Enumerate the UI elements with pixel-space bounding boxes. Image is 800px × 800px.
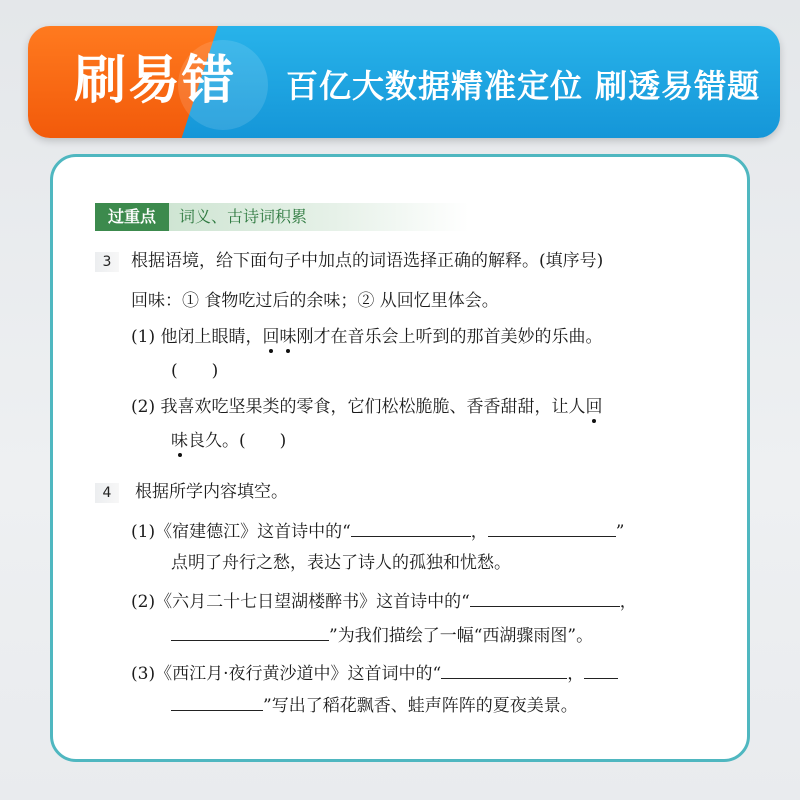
question-number: 3 <box>95 252 119 272</box>
fill-item <box>131 661 618 686</box>
dotted-word: 回 <box>585 397 603 417</box>
header-banner <box>28 26 780 138</box>
blank-field[interactable] <box>584 661 618 679</box>
blank-field[interactable] <box>351 519 471 537</box>
dotted-word: 回 <box>262 327 280 347</box>
blank-field[interactable] <box>171 623 329 641</box>
banner-slogan: 百亿大数据精准定位 刷透易错题 <box>286 67 761 105</box>
worksheet-card <box>50 154 750 762</box>
question-prompt: 根据所学内容填空。 <box>135 482 288 502</box>
item-text: (1)《宿建德江》这首诗中的“ <box>131 522 351 542</box>
comma: ， <box>619 592 637 612</box>
fill-item <box>131 589 637 614</box>
question-item <box>131 325 602 349</box>
section-tag: 过重点 <box>95 203 169 231</box>
blank-field[interactable] <box>441 661 567 679</box>
question-item <box>171 429 286 453</box>
brand-title: 刷易错 <box>74 51 237 111</box>
question-item <box>131 395 602 419</box>
fill-item-continuation <box>171 693 578 718</box>
fill-item-continuation: 点明了舟行之愁，表达了诗人的孤独和忧愁。 <box>171 553 511 573</box>
blank-field[interactable] <box>171 693 263 711</box>
item-text[interactable]: 良久。( ) <box>188 431 287 451</box>
item-text: (2)《六月二十七日望湖楼醉书》这首诗中的“ <box>131 592 470 612</box>
blank-field[interactable] <box>470 589 620 607</box>
item-text: 刚才在音乐会上听到的那首美妙的乐曲。 <box>296 327 603 347</box>
item-text: ”写出了稻花飘香、蛙声阵阵的夏夜美景。 <box>263 696 578 716</box>
item-text: ”为我们描绘了一幅“西湖骤雨图”。 <box>329 626 594 646</box>
definition-text: 回味：① 食物吃过后的余味；② 从回忆里体会。 <box>131 291 499 311</box>
dotted-word: 味 <box>171 431 188 451</box>
section-label: 词义、古诗词积累 <box>169 203 469 231</box>
dotted-word: 味 <box>279 327 297 347</box>
section-header <box>95 203 695 231</box>
quote-close: ” <box>615 522 625 542</box>
question-number: 4 <box>95 483 119 503</box>
item-text: (3)《西江月·夜行黄沙道中》这首词中的“ <box>131 664 442 684</box>
item-text: (2) 我喜欢吃坚果类的零食，它们松松脆脆、香香甜甜，让人 <box>131 397 586 417</box>
blank-field[interactable] <box>488 519 616 537</box>
item-text: (1) 他闭上眼睛， <box>131 327 263 347</box>
fill-item-continuation <box>171 623 593 648</box>
fill-item <box>131 519 624 544</box>
answer-parentheses[interactable]: ( ) <box>171 361 219 381</box>
comma: ， <box>567 664 585 684</box>
comma: ， <box>470 522 488 542</box>
question-prompt: 根据语境，给下面句子中加点的词语选择正确的解释。(填序号) <box>131 251 604 271</box>
